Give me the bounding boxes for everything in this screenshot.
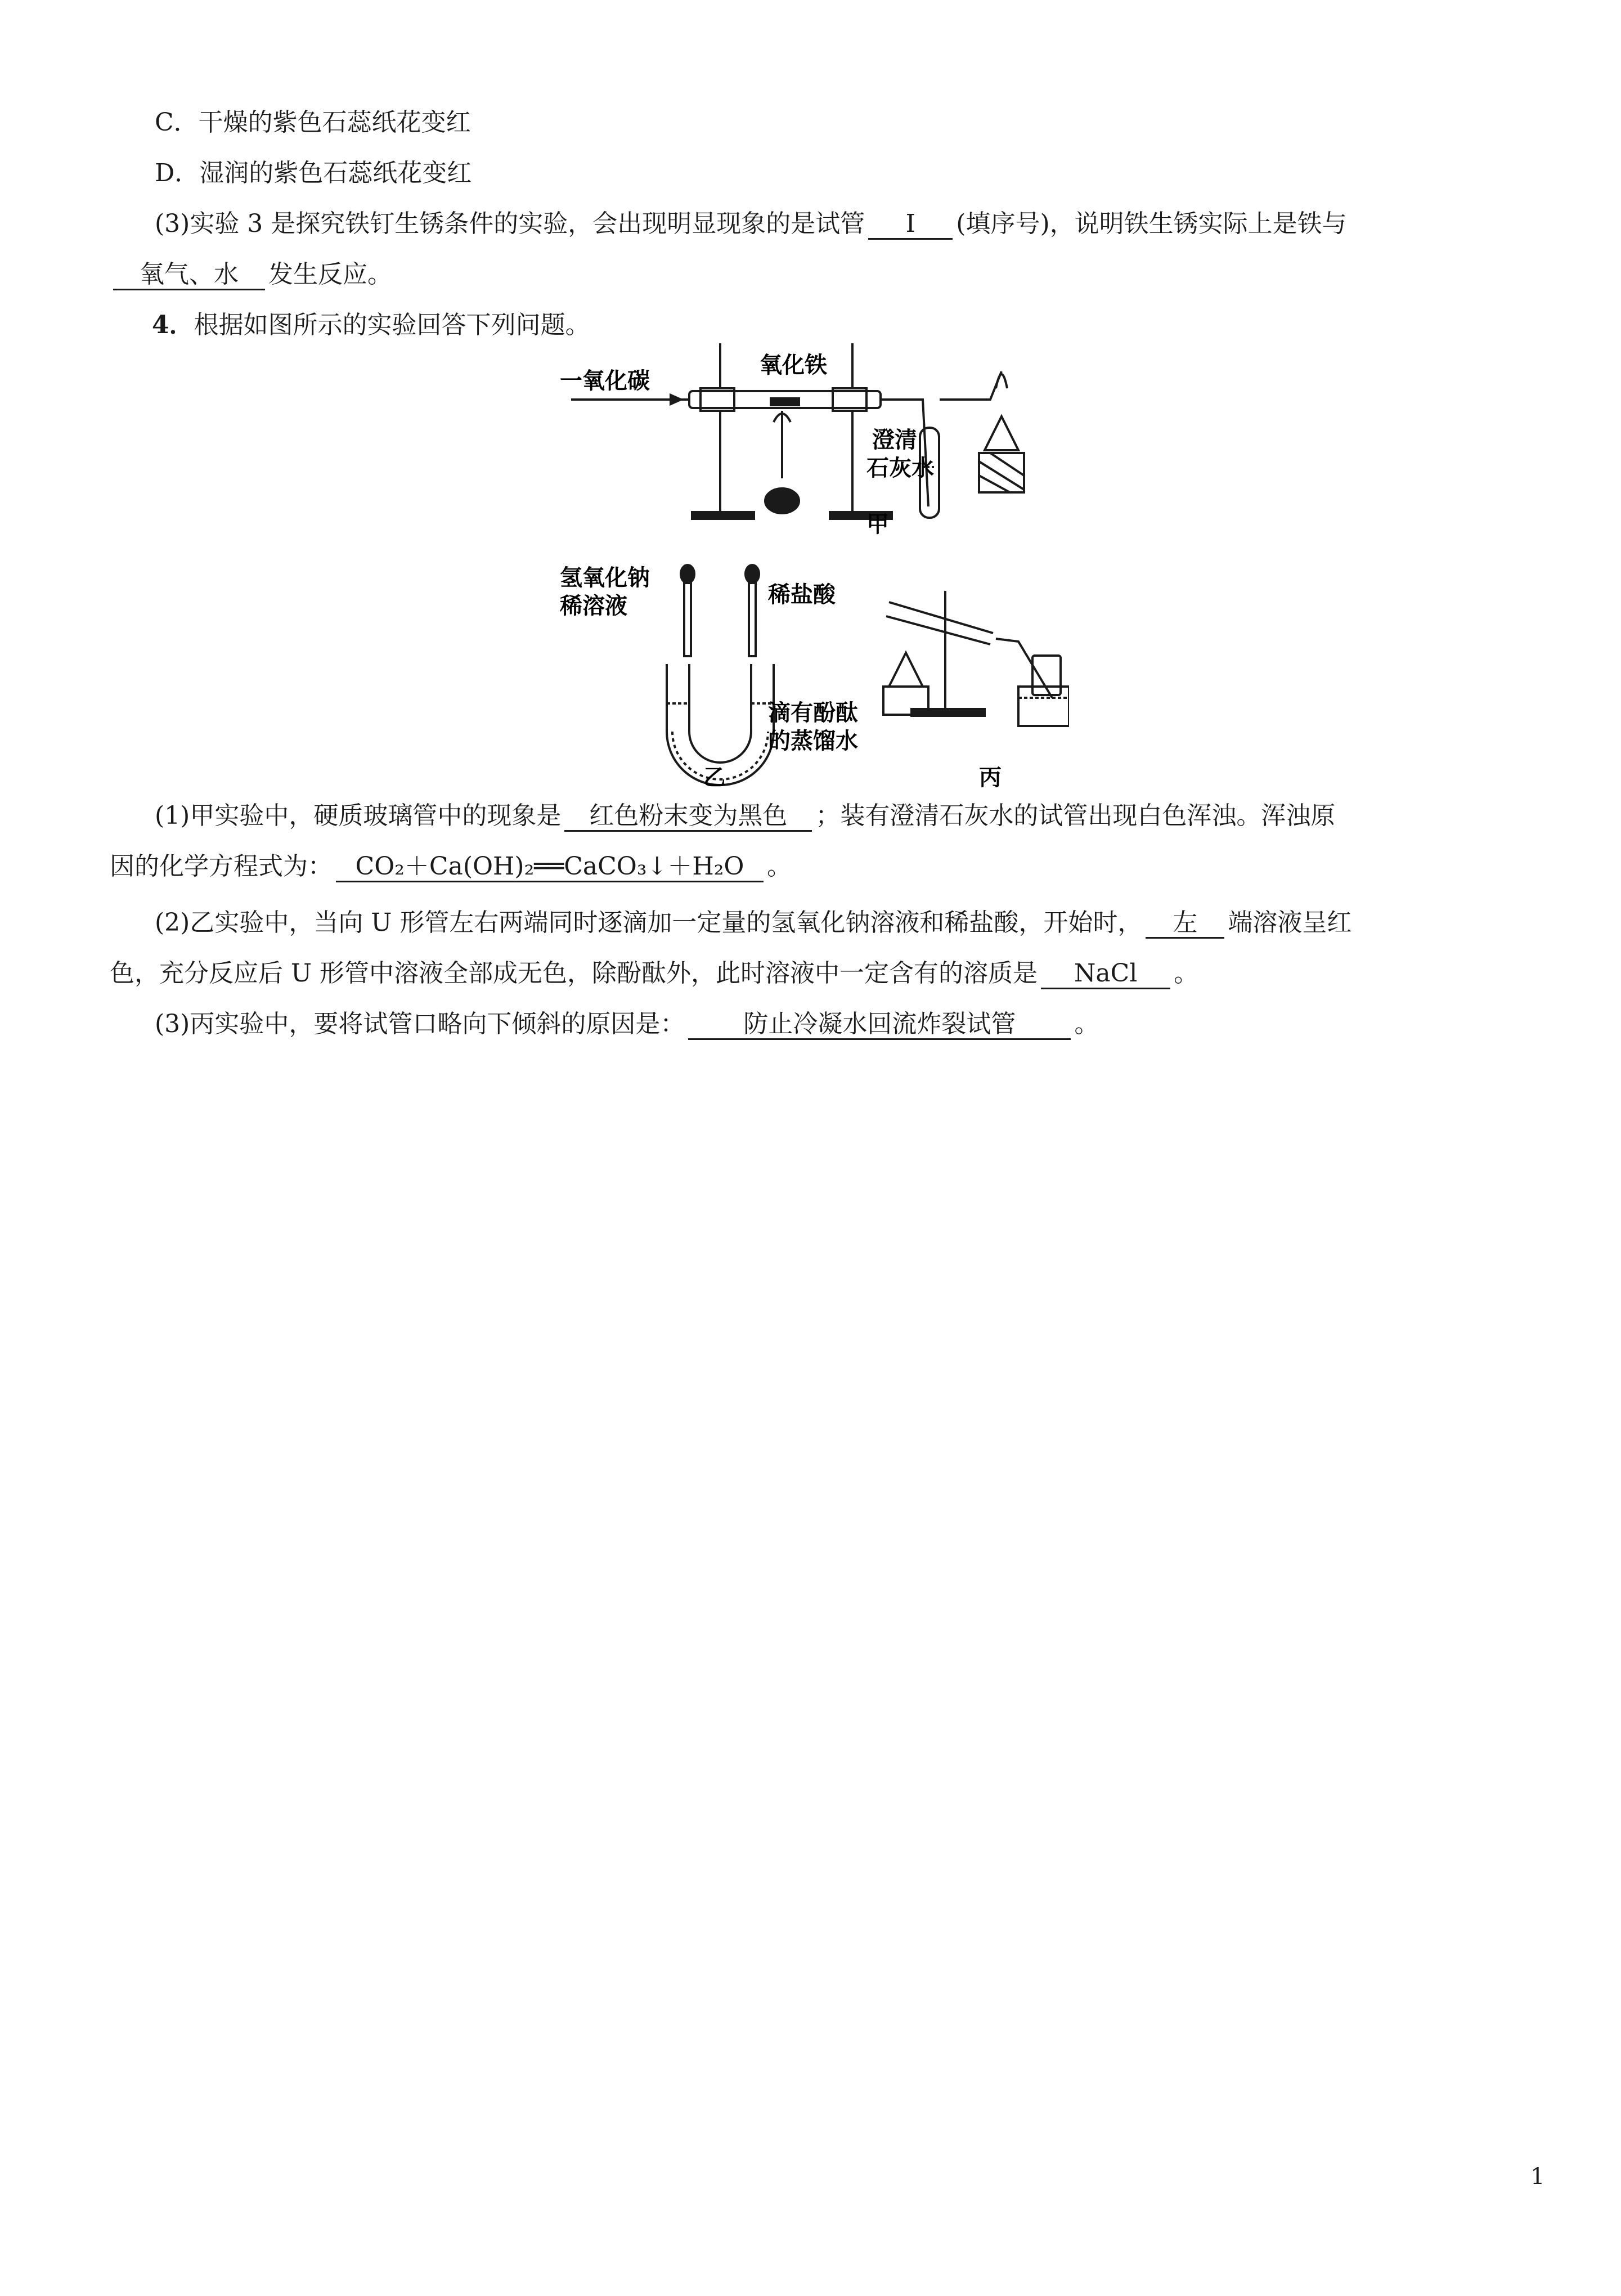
label-phenol-2: 的蒸馏水 [768,728,858,754]
q3-part3-line2: 氧气、水 发生反应。 [110,258,392,292]
q4-part2-line2: 色，充分反应后 U 形管中溶液全部成无色，除酚酞外，此时溶液中一定含有的溶质是 NaCl 。 [110,957,1198,990]
answer-blank: 左 [1146,909,1224,939]
apparatus-bing [883,591,1069,726]
q4-part1-line2: 因的化学方程式为： CO₂＋Ca(OH)₂══CaCO₃↓＋H₂O 。 [110,850,792,884]
label-naoh-1: 氢氧化钠 [560,565,650,591]
q4-stem: 4．根据如图所示的实验回答下列问题。 [152,311,590,339]
q4-part1-line1: (1)甲实验中，硬质玻璃管中的现象是 红色粉末变为黑色 ；装有澄清石灰水的试管出现白色浑浊。浑浊原 [155,799,1335,833]
q4-part2-line1: (2)乙实验中，当向 U 形管左右两端同时逐滴加一定量的氢氧化钠溶液和稀盐酸，开始时， 左 端溶液呈红 [155,906,1351,940]
answer-blank: 防止冷凝水回流炸裂试管 [688,1010,1071,1040]
caption-bing: 丙 [979,764,1002,791]
answer-blank: 红色粉末变为黑色 [564,802,812,832]
q4-part3: (3)丙实验中，要将试管口略向下倾斜的原因是： 防止冷凝水回流炸裂试管 。 [155,1007,1099,1041]
page-number: 1 [1530,2164,1545,2190]
answer-blank: CO₂＋Ca(OH)₂══CaCO₃↓＋H₂O [336,853,764,882]
option-d: D．湿润的紫色石蕊纸花变红 [155,159,472,187]
answer-blank: 氧气、水 [113,261,265,290]
label-hcl: 稀盐酸 [768,582,836,608]
label-co: 一氧化碳 [560,368,650,394]
answer-blank: NaCl [1041,959,1170,989]
label-fe2o3: 氧化铁 [760,352,827,378]
label-phenol-1: 滴有酚酞 [768,700,858,726]
answer-blank: I [868,210,953,240]
q3-part3-line1: (3)实验 3 是探究铁钉生锈条件的实验，会出现明显现象的是试管 I (填序号)，说明铁生锈实际上是铁与 [155,207,1347,241]
caption-yi: 乙 [703,764,726,791]
experiment-figure [551,338,1069,793]
option-c: C．干燥的紫色石蕊纸花变红 [155,108,471,137]
caption-jia: 甲 [866,511,889,537]
apparatus-yi [667,565,774,785]
label-limewater-2: 石灰水 [866,455,934,481]
label-naoh-2: 稀溶液 [560,593,627,619]
label-limewater-1: 澄清 [872,427,917,453]
